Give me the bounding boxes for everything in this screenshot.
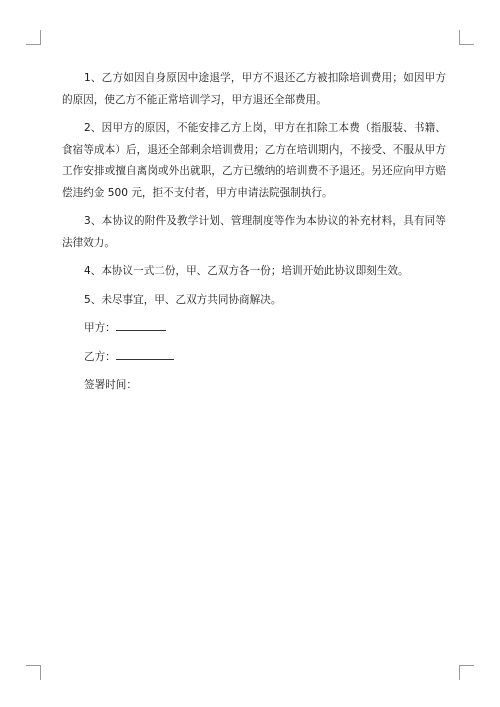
clause-1: 1、乙方如因自身原因中途退学，甲方不退还乙方被扣除培训费用；如因甲方的原因，使乙方不能正常培训学习，甲方退还全部费用。 bbox=[62, 72, 446, 106]
clause-3: 3、本协议的附件及教学计划、管理制度等作为本协议的补充材料，具有同等法律效力。 bbox=[62, 215, 446, 249]
party-a-blank bbox=[116, 318, 166, 331]
crop-mark-bottom-right bbox=[459, 665, 474, 680]
party-b-label: 乙方： bbox=[84, 350, 116, 363]
party-a-signature-line bbox=[62, 318, 446, 340]
party-b-blank bbox=[116, 347, 174, 360]
crop-mark-bottom-left bbox=[26, 665, 41, 680]
party-a-label: 甲方： bbox=[84, 322, 116, 334]
sign-time-label: 签署时间： bbox=[84, 379, 137, 391]
crop-mark-top-left bbox=[26, 30, 41, 45]
document-body bbox=[62, 68, 446, 404]
crop-mark-top-right bbox=[459, 30, 474, 45]
clause-4: 4、本协议一式二份，甲、乙双方各一份；培训开始此协议即刻生效。 bbox=[84, 265, 409, 277]
clause-5: 5、未尽事宜，甲、乙双方共同协商解决。 bbox=[84, 293, 282, 306]
sign-time-line bbox=[62, 375, 446, 397]
party-b-signature-line bbox=[62, 347, 446, 369]
clause-2: 2、因甲方的原因，不能安排乙方上岗，甲方在扣除工本费（指服装、书籍、食宿等成本）后，退还全部剩余培训费用；乙方在培训期内，不接受、不服从甲方工作安排或擅自离岗或外出就职，乙方已缴纳的培训费不予退还。另还应向甲方赔偿违约金 500 元，拒不支付者，甲方申请法院强制执行。 bbox=[62, 122, 446, 199]
